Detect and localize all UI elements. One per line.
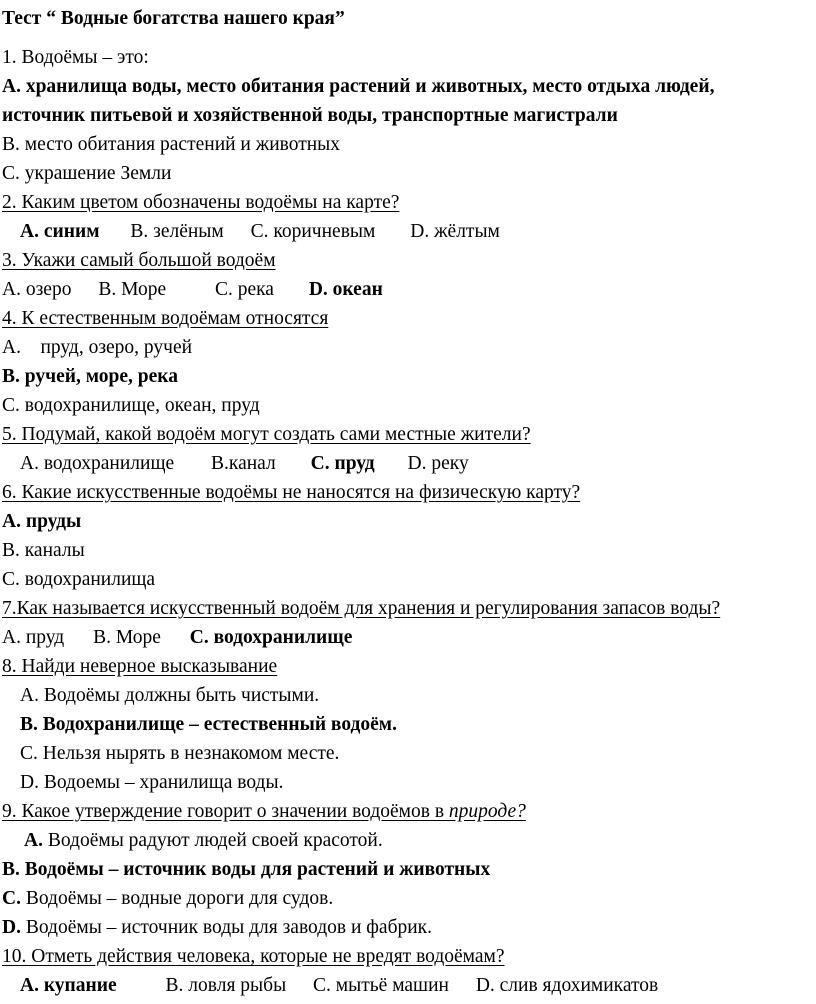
q9-answer-d-letter: D. (2, 917, 21, 938)
q9-answer-c-text: Водоёмы – водные дороги для судов. (20, 888, 334, 909)
q4-answer-b: В. ручей, море, река (2, 366, 178, 387)
q6-answer-c: С. водохранилища (2, 569, 156, 590)
q8-answer-d: D. Водоемы – хранилища воды. (20, 772, 284, 793)
q2-answer-d: D. жёлтым (410, 221, 500, 242)
q10-answer-c: С. мытьё машин (313, 975, 449, 996)
q9-answer-b: В. Водоёмы – источник воды для растений и животных (2, 859, 491, 880)
q7-answer-c: С. водохранилище (189, 627, 353, 648)
q10-options (2, 971, 816, 1000)
q9-answer-c (2, 884, 816, 913)
q8-answer-a: А. Водоёмы должны быть чистыми. (20, 685, 320, 706)
q3-answer-d: D. океан (308, 279, 383, 300)
q10-question: 10. Отметь действия человека, которые не вредят водоёмам? (2, 946, 505, 967)
q9-answer-a-text: Водоёмы радуют людей своей красотой. (42, 830, 383, 851)
q7-question: 7.Как называется искусственный водоём для хранения и регулирования запасов воды? (2, 598, 721, 619)
q4-answer-a: А. пруд, озеро, ручей (2, 337, 193, 358)
q7-options (2, 623, 816, 652)
q10-answer-b: В. ловля рыбы (165, 975, 287, 996)
q9-question-main: 9. Какое утверждение говорит о значении водоёмов в (2, 801, 449, 822)
q1-question: 1. Водоёмы – это: (2, 47, 149, 68)
q1-answer-b: В. место обитания растений и животных (2, 134, 341, 155)
q5-options (2, 449, 816, 478)
q10-answer-a: А. купание (20, 975, 117, 996)
q9-answer-d (2, 913, 816, 942)
q6-question: 6. Какие искусственные водоёмы не наносятся на физическую карту? (2, 482, 581, 503)
q3-answer-b: В. Море (98, 279, 167, 300)
q5-question: 5. Подумай, какой водоём могут создать сами местные жители? (2, 424, 531, 445)
q6-answer-a: А. пруды (2, 511, 82, 532)
q5-answer-c: С. пруд (310, 453, 375, 474)
q3-answer-c: С. река (214, 279, 274, 300)
q3-options (2, 275, 816, 304)
q9-answer-c-letter: С. (2, 888, 21, 909)
q7-answer-b: В. Море (93, 627, 161, 648)
q8-answer-b: В. Водохранилище – естественный водоём. (20, 714, 397, 735)
q10-answer-d: D. слив ядохимикатов (475, 975, 659, 996)
page-title: Тест “ Водные богатства нашего края” (2, 8, 345, 29)
q8-answer-c: С. Нельзя нырять в незнакомом месте. (20, 743, 340, 764)
q1-answer-a-line2: источник питьевой и хозяйственной воды, транспортные магистрали (2, 105, 618, 126)
q5-answer-a: А. водохранилище (20, 453, 175, 474)
q2-answer-c: С. коричневым (250, 221, 376, 242)
q3-question: 3. Укажи самый большой водоём (2, 250, 276, 271)
q3-answer-a: А. озеро (2, 279, 72, 300)
q2-answer-a: А. синим (20, 221, 100, 242)
q2-options (2, 217, 816, 246)
q4-answer-c: С. водохранилище, океан, пруд (2, 395, 260, 416)
q9-answer-d-text: Водоёмы – источник воды для заводов и фабрик. (20, 917, 433, 938)
q1-answer-a-line1: А. хранилища воды, место обитания растений и животных, место отдыха людей, (2, 76, 715, 97)
q5-answer-b: В.канал (211, 453, 276, 474)
q2-question: 2. Каким цветом обозначены водоёмы на карте? (2, 192, 400, 213)
q6-answer-b: В. каналы (2, 540, 85, 561)
q1-answer-c: С. украшение Земли (2, 163, 172, 184)
q5-answer-d: D. реку (407, 453, 469, 474)
q9-answer-a (2, 826, 816, 855)
q9-answer-a-letter: А. (24, 830, 43, 851)
q9-question (2, 797, 816, 826)
q4-question: 4. К естественным водоёмам относятся (2, 308, 329, 329)
q7-answer-a: А. пруд (2, 627, 65, 648)
q9-question-italic: природе? (448, 801, 526, 822)
q8-question: 8. Найди неверное высказывание (2, 656, 278, 677)
q2-answer-b: В. зелёным (130, 221, 224, 242)
